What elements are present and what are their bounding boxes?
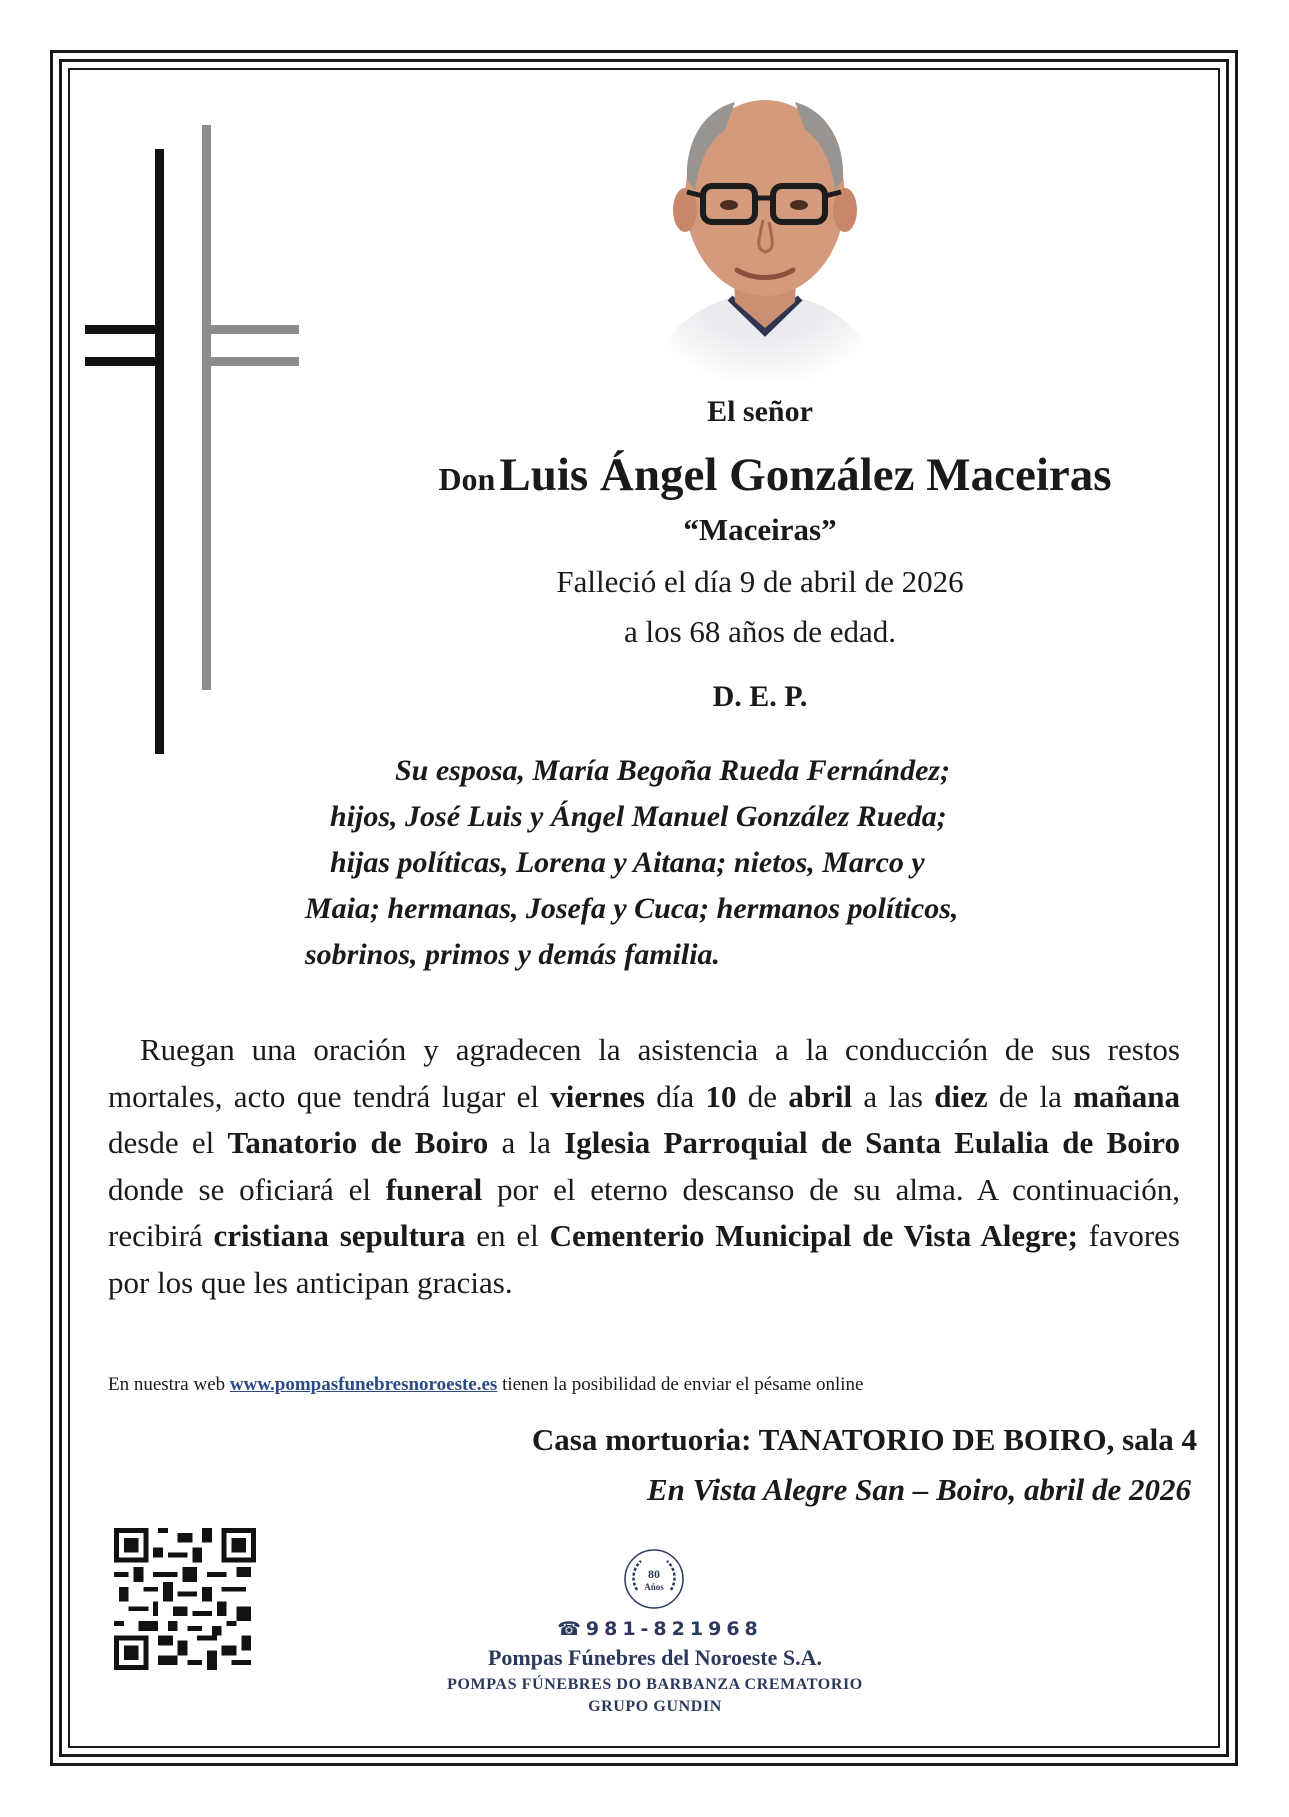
qr-code[interactable] [112, 1528, 258, 1670]
title-prefix: El señor [707, 395, 813, 428]
text-run: tienen la posibilidad de enviar el pésame online [497, 1374, 864, 1395]
company-subline: POMPAS FÚNEBRES DO BARBANZA CREMATORIO [447, 1676, 863, 1693]
family-line: Su esposa, María Begoña Rueda Fernández; [395, 754, 951, 787]
funeral-home-line: Casa mortuoria: TANATORIO DE BOIRO, sala 4 [531, 1422, 1197, 1457]
text-run: de la [987, 1078, 1074, 1114]
text-run: a las [852, 1078, 935, 1114]
seal-number: 80 [648, 1567, 660, 1581]
company-group: GRUPO GUNDIN [588, 1698, 722, 1715]
condolence-note [108, 1374, 1188, 1396]
death-date: Falleció el día 9 de abril de 2026 [556, 564, 964, 599]
text-run: de [736, 1078, 789, 1114]
cemetery: Cementerio Municipal de Vista Alegre; [549, 1218, 1078, 1253]
age: a los 68 años de edad. [623, 614, 897, 649]
company-name: Pompas Fúnebres del Noroeste S.A. [487, 1645, 823, 1670]
place-date: En Vista Alegre San – Boiro, abril de 2026 [646, 1472, 1191, 1507]
phone-line [540, 1618, 780, 1640]
family-line: Maia; hermanas, Josefa y Cuca; hermanos políticos, [305, 892, 959, 925]
text-run: día [644, 1078, 706, 1114]
funeral-word: funeral [385, 1171, 483, 1207]
seal-label: Años [644, 1582, 664, 1592]
anniversary-seal [623, 1548, 685, 1610]
phone-icon: ☎ [557, 1618, 586, 1640]
rip-abbreviation: D. E. P. [712, 680, 808, 713]
burial-word: cristiana sepultura [213, 1218, 466, 1253]
text-run: desde el [108, 1125, 228, 1160]
family-line: sobrinos, primos y demás familia. [305, 938, 721, 971]
text-run: En nuestra web [108, 1374, 230, 1395]
text-run: a la [488, 1125, 565, 1160]
phone-number: 981-821968 [585, 1618, 763, 1640]
funeral-announcement [108, 1027, 1180, 1306]
church: Iglesia Parroquial de Santa Eulalia de Boiro [564, 1125, 1181, 1160]
month: abril [788, 1078, 853, 1114]
family-line: hijas políticas, Lorena y Aitana; nietos, Marco y [330, 846, 925, 879]
text-run: por el eterno descanso de su alma. A continuación, recibirá [108, 1171, 1180, 1253]
family-line: hijos, José Luis y Ángel Manuel González Rueda; [330, 800, 947, 833]
departure-place: Tanatorio de Boiro [227, 1125, 489, 1160]
day-number: 10 [705, 1078, 737, 1114]
text-run: favores por los que les anticipan gracias. [108, 1218, 1180, 1300]
day-of-week: viernes [550, 1078, 645, 1114]
deceased-name [330, 448, 1220, 502]
nickname: “Maceiras” [683, 512, 837, 547]
family-list [305, 748, 1185, 978]
text-run: donde se oficiará el [108, 1171, 386, 1207]
cross-icon [85, 125, 305, 850]
honorific: Don [438, 461, 496, 497]
hour: diez [934, 1078, 988, 1114]
website-link[interactable]: www.pompasfunebresnoroeste.es [229, 1374, 498, 1395]
text-run: Ruegan una oración y agradecen la asistencia a la conducción de sus restos mortales, acto que tendrá lugar el [108, 1032, 1180, 1114]
full-name: Luis Ángel González Maceiras [499, 449, 1112, 501]
portrait-photo [625, 70, 905, 380]
text-run: en el [465, 1218, 550, 1253]
time-of-day: mañana [1073, 1078, 1181, 1114]
